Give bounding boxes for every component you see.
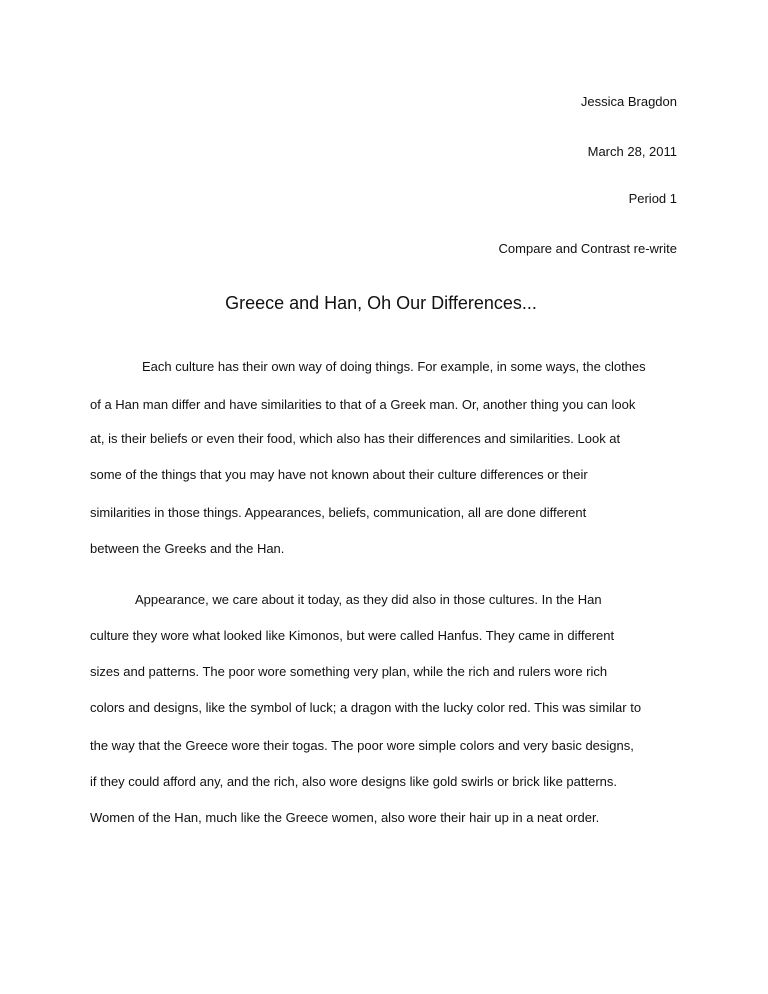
paragraph-line: similarities in those things. Appearances, beliefs, communication, all are done different	[90, 505, 587, 520]
paragraph-line: culture they wore what looked like Kimonos, but were called Hanfus. They came in different	[90, 628, 615, 643]
paragraph-line: colors and designs, like the symbol of luck; a dragon with the lucky color red. This was similar to	[90, 700, 642, 715]
date: March 28, 2011	[587, 144, 677, 159]
paragraph-line: of a Han man differ and have similarities to that of a Greek man. Or, another thing you can look	[90, 397, 636, 412]
document-title-text: Greece and Han, Oh Our Differences...	[225, 293, 537, 313]
paragraph-line: sizes and patterns. The poor wore something very plan, while the rich and rulers wore rich	[90, 664, 608, 679]
document-title	[0, 293, 768, 314]
paragraph-line: Appearance, we care about it today, as they did also in those cultures. In the Han	[135, 592, 602, 607]
paragraph-line: Each culture has their own way of doing things. For example, in some ways, the clothes	[142, 359, 646, 374]
paragraph-line: Women of the Han, much like the Greece women, also wore their hair up in a neat order.	[90, 810, 600, 825]
paragraph-line: if they could afford any, and the rich, also wore designs like gold swirls or brick like patterns.	[90, 774, 617, 789]
assignment-name: Compare and Contrast re-write	[498, 241, 677, 256]
period: Period 1	[628, 191, 677, 206]
paragraph-line: the way that the Greece wore their togas. The poor wore simple colors and very basic designs,	[90, 738, 634, 753]
paragraph-line: at, is their beliefs or even their food, which also has their differences and similarities. Look at	[90, 431, 621, 446]
paragraph-line: between the Greeks and the Han.	[90, 541, 285, 556]
author-name: Jessica Bragdon	[580, 94, 677, 109]
paragraph-line: some of the things that you may have not known about their culture differences or their	[90, 467, 588, 482]
